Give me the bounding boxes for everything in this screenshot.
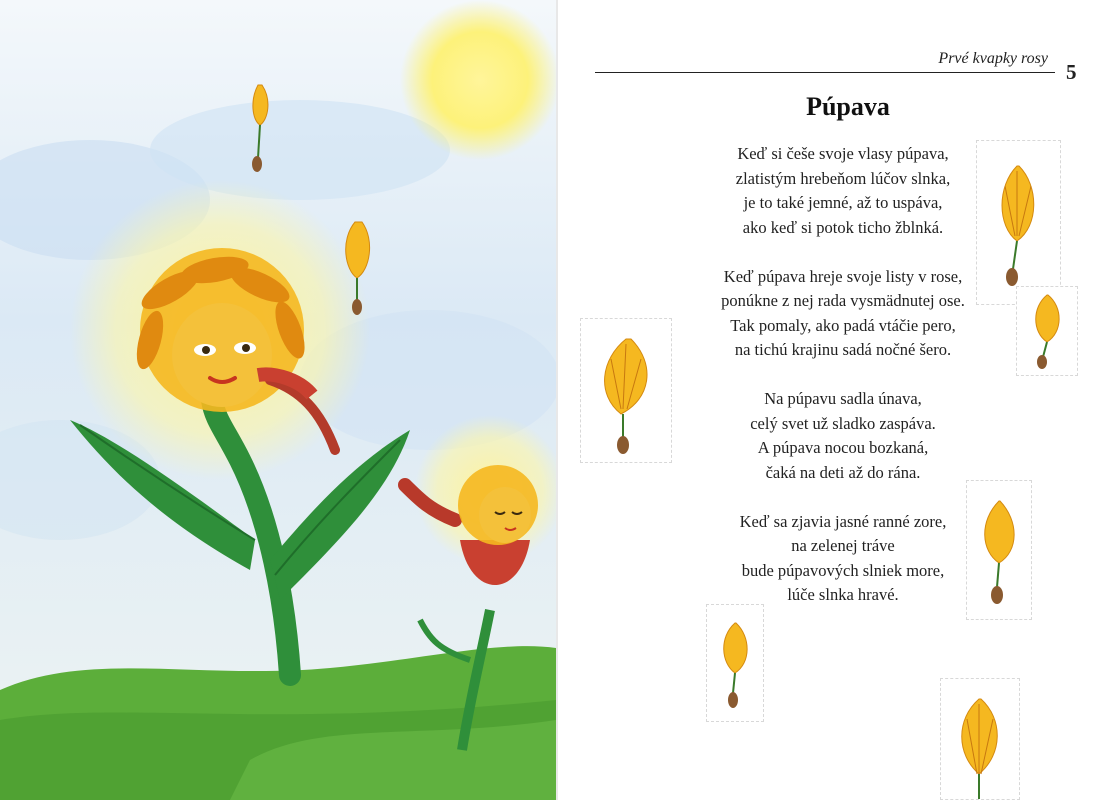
poem-line: na zelenej tráve — [791, 536, 895, 555]
poem-line: je to také jemné, až to uspáva, — [743, 193, 943, 212]
seed-card — [940, 678, 1020, 800]
dandelion-seed-icon — [581, 319, 671, 462]
header-rule — [595, 72, 1055, 73]
seed-card — [706, 604, 764, 722]
poem-line: ponúkne z nej rada vysmädnutej ose. — [721, 291, 965, 310]
page-number: 5 — [1066, 60, 1077, 84]
poem-line: ako keď si potok ticho žblnká. — [742, 217, 944, 237]
running-title: Prvé kvapky rosy — [938, 50, 1048, 67]
seed-card — [1016, 286, 1078, 376]
poem-line: zlatistým hrebeňom lúčov slnka, — [735, 168, 951, 188]
poem-line: na tichú krajinu sadá nočné šero. — [734, 340, 952, 359]
dandelion-seed-icon — [977, 141, 1060, 304]
poem-title: Púpava — [806, 92, 890, 121]
dandelion-seed-icon — [967, 481, 1031, 619]
poem-line: Na púpavu sadla únava, — [764, 389, 922, 408]
poem-line: celý svet už sladko zaspáva. — [750, 413, 936, 433]
poem-line: Keď sa zjavia jasné ranné zore, — [739, 511, 947, 531]
dandelion-illustration — [0, 0, 556, 800]
seed-card — [976, 140, 1061, 305]
poem-line: A púpava nocou bozkaná, — [757, 438, 929, 457]
poem-line: bude púpavových slniek more, — [741, 560, 945, 580]
illustration-page — [0, 0, 556, 800]
poem-line: čaká na deti až do rána. — [765, 462, 921, 482]
poem-line: lúče slnka hravé. — [787, 585, 899, 604]
seed-card — [580, 318, 672, 463]
poem-line: Keď si češe svoje vlasy púpava, — [737, 144, 949, 163]
seed-card — [966, 480, 1032, 620]
dandelion-seed-icon — [941, 679, 1019, 799]
text-page — [558, 0, 1117, 800]
poem-line: Keď púpava hreje svoje listy v rose, — [723, 266, 963, 286]
dandelion-seed-icon — [707, 605, 763, 721]
stanza — [653, 387, 1033, 485]
poem-line: Tak pomaly, ako padá vtáčie pero, — [730, 315, 956, 335]
dandelion-seed-icon — [1017, 287, 1077, 375]
